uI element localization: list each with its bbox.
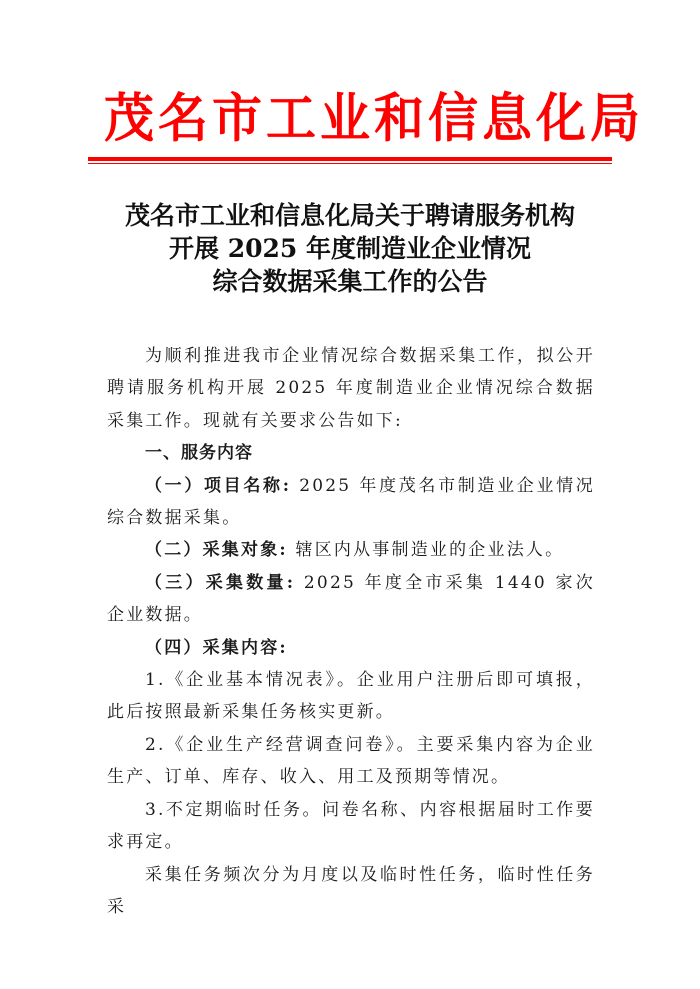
item-collection-target-text: 辖区内从事制造业的企业法人。 (287, 540, 565, 561)
title-line-3: 综合数据采集工作的公告 (212, 267, 488, 296)
content-list-item-1: 1.《企业基本情况表》。企业用户注册后即可填报，此后按照最新采集任务核实更新。 (107, 670, 595, 723)
page-bottom-margin (0, 900, 700, 989)
masthead-rule-thin (88, 163, 612, 164)
masthead-rule-thick (88, 157, 612, 161)
content-list-item-3: 3.不定期临时任务。问卷名称、内容根据届时工作要求再定。 (107, 799, 595, 853)
masthead (88, 86, 644, 149)
document-title (88, 199, 612, 298)
item-project-name-text: 2025 年度茂名市制造业企业情况综合数据采集。 (107, 475, 595, 529)
title-line-2: 开展 2025 年度制造业企业情况 (169, 234, 531, 263)
frequency-paragraph: 采集任务频次分为月度以及临时性任务，临时性任务采 (107, 864, 595, 917)
item-collection-target-label: （二）采集对象: (145, 540, 288, 561)
item-project-name (107, 470, 595, 535)
masthead-issuer: 茂名市工业和信息化局 (104, 86, 644, 149)
intro-paragraph: 为顺利推进我市企业情况综合数据采集工作，拟公开聘请服务机构开展 2025 年度制造业企业情况综合数据采集工作。现就有关要求公告如下: (107, 346, 595, 431)
content-list-item-2: 2.《企业生产经营调查问卷》。主要采集内容为企业生产、订单、库存、收入、用工及预期等情况。 (107, 734, 595, 788)
title-line-1: 茂名市工业和信息化局关于聘请服务机构 (124, 201, 575, 230)
item-collection-quantity-text: 2025 年度全市采集 1440 家次企业数据。 (107, 572, 595, 626)
section-heading-service-content: 一、服务内容 (145, 443, 253, 464)
item-collection-content-label: （四）采集内容: (145, 637, 288, 658)
item-collection-target (107, 534, 595, 566)
item-project-name-label: （一）项目名称: (145, 475, 292, 496)
item-collection-quantity (107, 567, 595, 632)
document-body (107, 340, 595, 923)
item-collection-content (107, 632, 595, 664)
item-collection-quantity-label: （三）采集数量: (145, 572, 296, 593)
